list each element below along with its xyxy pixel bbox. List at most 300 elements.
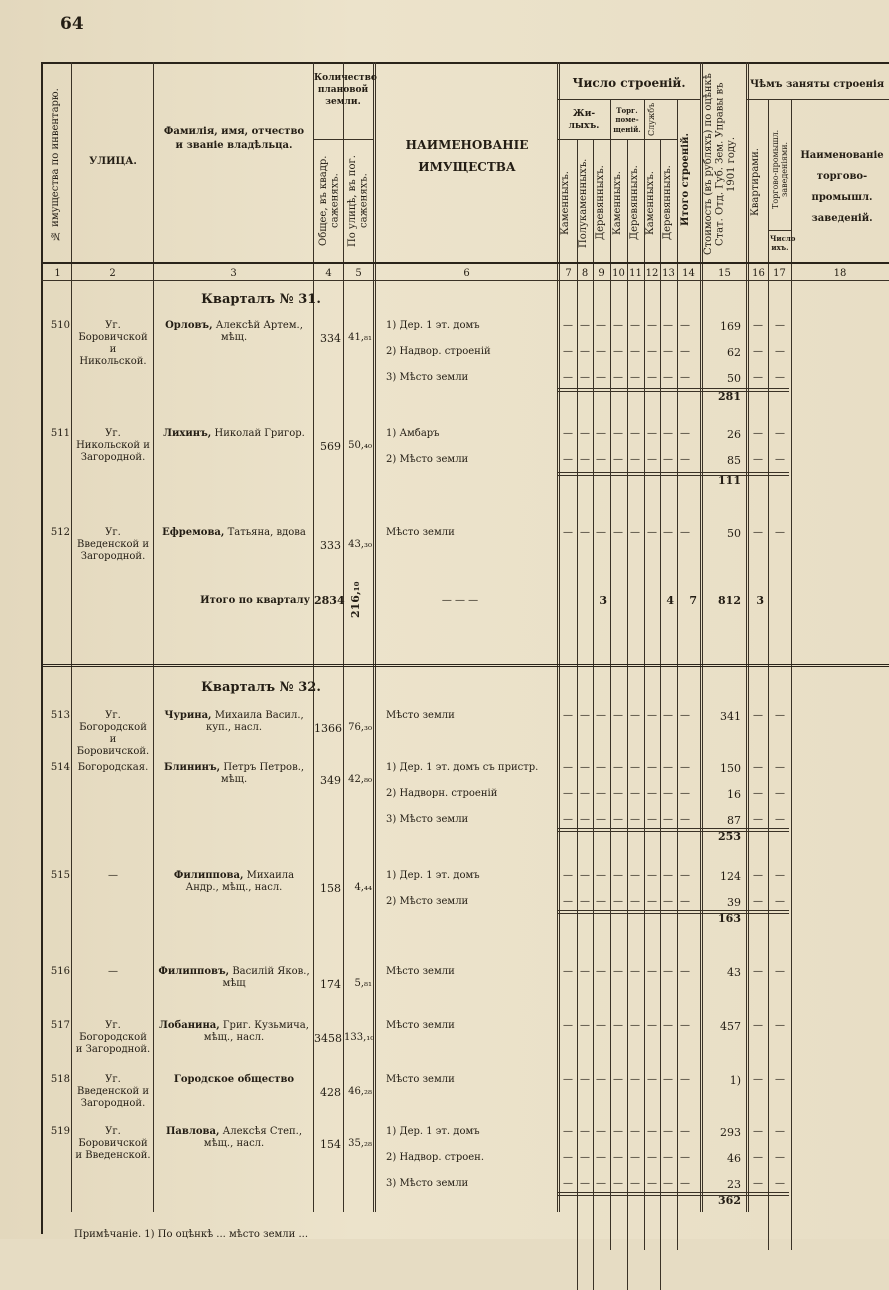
block-total-wood: 3 — [599, 594, 607, 607]
dash-cell: — — [630, 320, 640, 331]
entry-owner — [157, 1020, 311, 1044]
dash-cell: — — [663, 527, 673, 538]
dash-cell: — — [680, 346, 690, 357]
dash-cell: — — [630, 372, 640, 383]
owner-surname: Блининъ, — [163, 762, 221, 773]
dash-cell: — — [613, 454, 623, 465]
subtotal-rule — [557, 828, 789, 829]
hdr-owner: Фамилія, имя, отчество и званіе владѣльца. — [163, 126, 305, 151]
property-value: 43 — [727, 966, 741, 979]
colnum: 16 — [752, 268, 765, 279]
hdr-stone-3: Каменныхъ. — [645, 171, 656, 235]
dash-cell: — — [663, 1020, 673, 1031]
dash-cell: — — [753, 454, 763, 465]
subtotal-rule — [557, 910, 789, 911]
dash-cell: — — [775, 788, 785, 799]
dash-cell: — — [580, 1152, 590, 1163]
dash-cell: — — [647, 762, 657, 773]
colnum: 6 — [463, 268, 470, 279]
owner-details: Николай Григор. — [214, 428, 305, 439]
owner-details: Татьяна, вдова — [227, 527, 306, 538]
dash-cell: — — [775, 762, 785, 773]
header-bottom-rule — [41, 262, 889, 264]
hdr-wooden: Деревянныхъ. — [595, 165, 606, 241]
dash-cell: — — [753, 346, 763, 357]
hdr-stone-2: Каменныхъ. — [612, 171, 623, 235]
dash-cell: — — [563, 870, 573, 881]
dash-cell: — — [680, 527, 690, 538]
dash-cell: — — [663, 870, 673, 881]
owner-surname: Орловъ, — [165, 320, 213, 331]
dash-cell: — — [630, 1020, 640, 1031]
dash-cell: — — [580, 1020, 590, 1031]
colnum: 7 — [565, 268, 572, 279]
dash-cell: — — [775, 428, 785, 439]
hdr-inv-no: № имущества по инвентарю. — [50, 88, 61, 242]
entry-number: 512 — [50, 527, 70, 538]
entry-street: Уг. Богородской и Загородной. — [75, 1020, 151, 1055]
property-item: Мѣсто земли — [386, 527, 455, 538]
dash-cell: — — [680, 1178, 690, 1189]
dash-cell: — — [563, 814, 573, 825]
dash-cell: — — [647, 1074, 657, 1085]
colnum: 17 — [773, 268, 786, 279]
dash-cell: — — [596, 814, 606, 825]
entry-frontage: 42,₈₀ — [348, 774, 372, 785]
dash-cell: — — [647, 896, 657, 907]
dash-cell: — — [596, 710, 606, 721]
hdr-land-street: По улицѣ, въ пог. саженяхъ. — [347, 155, 370, 247]
dash-cell: — — [613, 1178, 623, 1189]
colnum: 5 — [355, 268, 362, 279]
property-item: 2) Надворн. строеній — [386, 788, 498, 799]
dash-cell: — — [647, 320, 657, 331]
dash-cell: — — [680, 870, 690, 881]
owner-surname: Лобанина, — [159, 1020, 220, 1031]
property-item: 1) Амбаръ — [386, 428, 440, 439]
dash-cell: — — [630, 762, 640, 773]
dash-cell: — — [663, 1152, 673, 1163]
hdr-land: Количество плановой земли. — [314, 73, 377, 108]
dash-cell: — — [775, 527, 785, 538]
hdr-residential: Жи-лыхъ. — [568, 109, 600, 132]
dash-cell: — — [630, 896, 640, 907]
subtotal-value: 281 — [718, 390, 741, 403]
dash-cell: — — [580, 372, 590, 383]
dash-cell: — — [613, 372, 623, 383]
dash-cell: — — [775, 1178, 785, 1189]
entry-land: 174 — [320, 978, 341, 991]
entry-street: — — [108, 966, 118, 977]
dash-cell: — — [753, 372, 763, 383]
colnum: 1 — [54, 268, 61, 279]
subtotal-value: 163 — [718, 912, 741, 925]
dash-cell: — — [663, 1126, 673, 1137]
colnum: 13 — [662, 268, 675, 279]
dash-cell: — — [753, 966, 763, 977]
entry-frontage: 133,₁₀ — [344, 1032, 375, 1043]
dash-cell: — — [596, 1178, 606, 1189]
property-value: 46 — [727, 1152, 741, 1165]
dash-cell: — — [753, 870, 763, 881]
dash-cell: — — [596, 428, 606, 439]
dash-cell: — — [596, 527, 606, 538]
dash-cell: — — [596, 1020, 606, 1031]
dash-cell: — — [613, 788, 623, 799]
dash-cell: — — [647, 870, 657, 881]
entry-number: 514 — [50, 762, 70, 773]
property-value: 50 — [727, 527, 741, 540]
property-item: 2) Мѣсто земли — [386, 454, 469, 465]
dash-cell: — — [613, 814, 623, 825]
dash-cell: — — [613, 896, 623, 907]
property-item: 2) Надвор. строеній — [386, 346, 491, 357]
entry-owner — [157, 428, 311, 440]
dash-cell: — — [613, 428, 623, 439]
block-total-label: Итого по кварталу — [200, 595, 310, 606]
hdr-half-stone: Полукаменныхъ. — [578, 158, 589, 248]
block-total-ap: 3 — [756, 594, 764, 607]
dash-cell: — — [680, 966, 690, 977]
entry-number: 515 — [50, 870, 70, 881]
dash-cell: — — [753, 814, 763, 825]
dash-cell: — — [596, 346, 606, 357]
dash-cell: — — [563, 346, 573, 357]
property-value: 50 — [727, 372, 741, 385]
header-rule — [768, 230, 791, 231]
dash-cell: — — [580, 1074, 590, 1085]
dash-cell: — — [663, 372, 673, 383]
dash-cell: — — [680, 1074, 690, 1085]
block-title: Кварталъ № 32. — [201, 680, 321, 695]
hdr-apartments: Квартирами. — [750, 148, 761, 217]
property-value: 150 — [720, 762, 741, 775]
dash-cell: — — [647, 788, 657, 799]
property-value: 39 — [727, 896, 741, 909]
owner-details: Алексѣя Степ., мѣщ., насл. — [203, 1126, 303, 1149]
block-total-land: 2834 — [314, 594, 345, 607]
dash-cell: — — [680, 710, 690, 721]
entry-owner — [157, 710, 311, 734]
owner-surname: Филипповъ, — [158, 966, 230, 977]
entry-street: Уг. Богородской и Боровичской. — [76, 710, 150, 757]
dash-cell: — — [580, 346, 590, 357]
property-item: 3) Мѣсто земли — [386, 814, 469, 825]
entry-land: 1366 — [314, 722, 342, 735]
dash-cell: — — [753, 527, 763, 538]
header-rule — [557, 139, 677, 140]
dash-cell: — — [775, 346, 785, 357]
colnum: 14 — [682, 268, 695, 279]
dash-cell: — — [580, 1178, 590, 1189]
dash-cell: — — [613, 1126, 623, 1137]
block-separator — [41, 664, 889, 667]
dash-cell: — — [775, 454, 785, 465]
colnum: 11 — [629, 268, 642, 279]
entry-land: 334 — [320, 332, 341, 345]
dash-cell: — — [563, 710, 573, 721]
dash-cell: — — [647, 346, 657, 357]
dash-cell: — — [630, 1152, 640, 1163]
hdr-occupied: Чѣмъ заняты строенія — [750, 79, 885, 90]
entry-owner — [157, 870, 311, 894]
entry-owner — [157, 527, 311, 539]
entry-land: 428 — [320, 1086, 341, 1099]
dash-cell: — — [580, 710, 590, 721]
dash-cell: — — [580, 428, 590, 439]
dash-cell: — — [663, 710, 673, 721]
owner-surname: Павлова, — [165, 1126, 220, 1137]
col-rule — [71, 62, 72, 1212]
owner-details: Василій Яков., мѣщ — [222, 966, 310, 989]
dash-cell: — — [775, 870, 785, 881]
property-value: 87 — [727, 814, 741, 827]
dash-cell: — — [580, 896, 590, 907]
hdr-stone: Каменныхъ. — [560, 171, 571, 235]
dash-cell: — — [647, 814, 657, 825]
dash-cell: — — [630, 788, 640, 799]
dash-cell: — — [596, 896, 606, 907]
dash-cell: — — [596, 454, 606, 465]
dash-cell: — — [630, 1178, 640, 1189]
dash-cell: — — [680, 788, 690, 799]
owner-details: Григ. Кузьмича, мѣщ., насл. — [203, 1020, 309, 1043]
entry-street: — — [108, 870, 118, 881]
dash-cell: — — [613, 346, 623, 357]
dash-cell: — — [680, 320, 690, 331]
property-value: 1) — [729, 1074, 741, 1087]
header-rule — [746, 99, 889, 100]
dash-cell: — — [613, 966, 623, 977]
owner-details: Михаила Васил., куп., насл. — [205, 710, 304, 733]
dash-cell: — — [580, 788, 590, 799]
dash-cell: — — [630, 428, 640, 439]
dash-cell: — — [563, 762, 573, 773]
entry-land: 154 — [320, 1138, 341, 1151]
dash-cell: — — [596, 1152, 606, 1163]
hdr-street: УЛИЦА. — [89, 156, 137, 167]
colnum: 10 — [612, 268, 625, 279]
dash-cell: — — [596, 1074, 606, 1085]
owner-surname: Лихинъ, — [163, 428, 212, 439]
dash-cell: — — [563, 896, 573, 907]
dash-cell: — — [663, 788, 673, 799]
entry-frontage: 35,₂₈ — [348, 1138, 372, 1149]
subtotal-rule — [557, 913, 789, 914]
subtotal-rule — [557, 388, 789, 389]
dash-cell: — — [563, 1178, 573, 1189]
property-value: 293 — [720, 1126, 741, 1139]
subtotal-rule — [557, 475, 789, 476]
colnum: 8 — [581, 268, 589, 279]
colnum-rule — [41, 280, 889, 281]
header-rule — [557, 99, 700, 100]
dash-cell: — — [775, 1074, 785, 1085]
dash-cell: — — [663, 1074, 673, 1085]
dash-cell: — — [753, 1178, 763, 1189]
hdr-buildings: Число строеній. — [572, 76, 686, 90]
property-value: 85 — [727, 454, 741, 467]
dash-cell: — — [563, 788, 573, 799]
property-item: 3) Мѣсто земли — [386, 372, 469, 383]
dash-cell: — — [680, 1126, 690, 1137]
dash-cell: — — [613, 320, 623, 331]
dash-cell: — — [663, 346, 673, 357]
dash-cell: — — [680, 896, 690, 907]
property-item: 1) Дер. 1 эт. домъ съ пристр. — [386, 762, 539, 773]
dash-cell: — — [775, 966, 785, 977]
entry-frontage: 50,₄₀ — [348, 440, 372, 451]
dash-cell: — — [563, 1074, 573, 1085]
property-item: Мѣсто земли — [386, 966, 455, 977]
entry-frontage: 43,₃₀ — [348, 539, 372, 550]
entry-frontage: 4,₄₄ — [354, 882, 372, 893]
dash-cell: — — [596, 966, 606, 977]
subtotal-rule — [557, 1195, 789, 1196]
dash-cell: — — [775, 814, 785, 825]
dash-cell: — — [753, 1152, 763, 1163]
entry-street: Уг. Боровичской и Введенской. — [75, 1126, 151, 1161]
dash-cell: — — [580, 762, 590, 773]
hdr-trade: Торг. поме-щеній. — [613, 106, 641, 134]
property-value: 16 — [727, 788, 741, 801]
dash-cell: — — [613, 1074, 623, 1085]
dash-cell: — — [563, 527, 573, 538]
entry-frontage: 5,₈₁ — [354, 978, 372, 989]
dash-cell: — — [753, 320, 763, 331]
dash-cell: — — [663, 320, 673, 331]
block-total-value: 812 — [718, 594, 741, 607]
dash-cell: — — [647, 710, 657, 721]
colnum: 2 — [109, 268, 116, 279]
owner-surname: Ефремова, — [162, 527, 225, 538]
hdr-wooden-3: Деревянныхъ. — [662, 165, 673, 241]
dash-cell: — — [580, 527, 590, 538]
dash-cell: — — [563, 1152, 573, 1163]
entry-land: 349 — [320, 774, 341, 787]
dash-cell: — — [775, 1152, 785, 1163]
property-item: Мѣсто земли — [386, 710, 455, 721]
footnote: Примѣчаніе. 1) По оцѣнкѣ ... мѣсто земли ... — [74, 1229, 309, 1240]
owner-surname: Филиппова, — [173, 870, 244, 881]
dash-cell: — — [613, 527, 623, 538]
entry-owner — [157, 762, 311, 786]
owner-surname: Городское общество — [173, 1074, 295, 1085]
hdr-wooden-2: Деревянныхъ. — [629, 165, 640, 241]
dash-cell: — — [647, 1178, 657, 1189]
entry-number: 518 — [50, 1074, 70, 1085]
dash-cell: — — [563, 1126, 573, 1137]
subtotal-rule — [557, 472, 789, 473]
dash-cell: — — [563, 966, 573, 977]
entry-number: 516 — [50, 966, 70, 977]
dash-cell: — — [596, 870, 606, 881]
dash-cell: — — [663, 814, 673, 825]
dash-cell: — — [630, 870, 640, 881]
page-number: 64 — [60, 14, 84, 34]
block-total-all: 7 — [689, 594, 697, 607]
hdr-property: НАИМЕНОВАНІЕ ИМУЩЕСТВА — [405, 138, 529, 174]
dash-cell: — — [680, 372, 690, 383]
entry-number: 511 — [50, 428, 70, 439]
header-rule — [313, 139, 373, 140]
dash-cell: — — [753, 1074, 763, 1085]
owner-details: Петръ Петров., мѣщ. — [220, 762, 305, 785]
colnum: 12 — [645, 268, 659, 279]
property-item: 2) Мѣсто земли — [386, 896, 469, 907]
dash-cell: — — [613, 1020, 623, 1031]
dash-cell: — — [680, 1152, 690, 1163]
entry-street: Богородская. — [77, 762, 149, 773]
hdr-service: Службъ — [647, 102, 656, 136]
entry-owner — [157, 320, 311, 344]
subtotal-rule — [557, 1192, 789, 1193]
entry-land: 569 — [320, 440, 341, 453]
dash-cell: — — [753, 896, 763, 907]
dash-cell: — — [775, 1126, 785, 1137]
dash-cell: — — [630, 527, 640, 538]
subtotal-rule — [557, 391, 789, 392]
dash-cell: — — [753, 788, 763, 799]
owner-details: Алексѣй Артем., мѣщ. — [215, 320, 303, 343]
dash-cell: — — [580, 870, 590, 881]
hdr-trade-name: Наименованіе торгово-промышл. заведеній. — [800, 150, 884, 224]
dash-cell: — — [596, 788, 606, 799]
entry-frontage: 41,₈₁ — [348, 332, 372, 343]
dash-cell: — — [647, 1020, 657, 1031]
dash-cell: — — [680, 814, 690, 825]
dash-cell: — — [596, 372, 606, 383]
dash-cell: — — [647, 1152, 657, 1163]
dash-cell: — — [580, 814, 590, 825]
dash-cell: — — [630, 1074, 640, 1085]
dash-cell: — — [753, 1126, 763, 1137]
colnum: 18 — [833, 268, 847, 279]
dash-cell: — — [775, 1020, 785, 1031]
hdr-value: Стоимость (въ рубляхъ) по оцѣнкѣ Стат. Отд. Губ. Зем. Управы въ 1901 году. — [703, 73, 737, 256]
dash-cell: — — [563, 372, 573, 383]
hdr-count: Число ихъ. — [770, 234, 796, 253]
dash-cell: — — [563, 1020, 573, 1031]
entry-land: 333 — [320, 539, 341, 552]
colnum: 3 — [230, 268, 237, 279]
dash-cell: — — [663, 1178, 673, 1189]
dash-cell: — — [753, 762, 763, 773]
entry-owner — [157, 1126, 311, 1150]
dash-cell: — — [663, 762, 673, 773]
entry-number: 513 — [50, 710, 70, 721]
dash-cell: — — [647, 966, 657, 977]
block-total-serv: 4 — [666, 594, 674, 607]
subtotal-value: 253 — [718, 830, 741, 843]
dash-cell: — — [580, 966, 590, 977]
owner-details: Михаила Андр., мѣщ., насл. — [185, 870, 295, 893]
entry-land: 3458 — [314, 1032, 342, 1045]
dash-cell: — — [630, 814, 640, 825]
property-item: 3) Мѣсто земли — [386, 1178, 469, 1189]
dash-cell: — — [753, 710, 763, 721]
dash-cell: — — [596, 762, 606, 773]
dash-cell: — — [563, 454, 573, 465]
property-value: 26 — [727, 428, 741, 441]
property-value: 62 — [727, 346, 741, 359]
dash-cell: — — [753, 428, 763, 439]
property-item: 2) Надвор. строен. — [386, 1152, 485, 1163]
property-item: 1) Дер. 1 эт. домъ — [386, 1126, 480, 1137]
dash-cell: — — [647, 372, 657, 383]
dash-cell: — — [630, 1126, 640, 1137]
property-value: 23 — [727, 1178, 741, 1191]
